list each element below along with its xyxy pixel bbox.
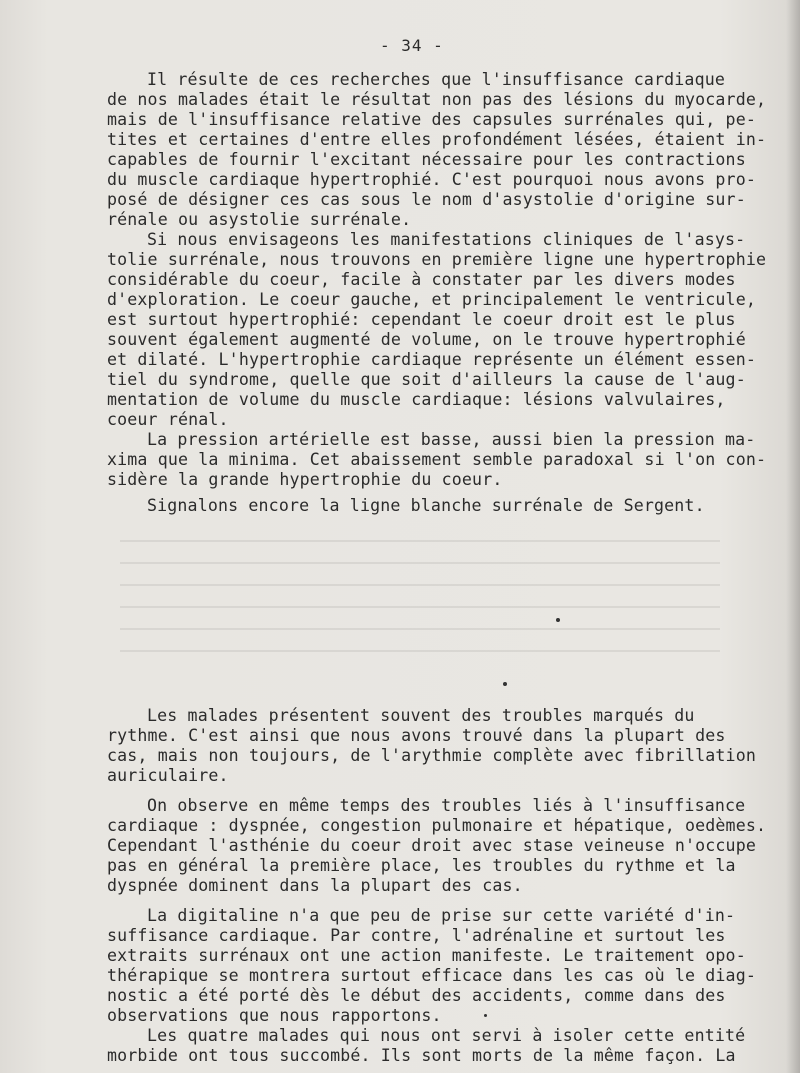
page-edge-shadow bbox=[786, 0, 800, 1073]
text-line: tiel du syndrome, quelle que soit d'ailleurs la cause de l'aug- bbox=[107, 370, 746, 389]
text-line: thérapique se montrera surtout efficace dans les cas où le diag- bbox=[107, 966, 756, 985]
text-line: mentation de volume du muscle cardiaque: lésions valvulaires, bbox=[107, 390, 726, 409]
text-line: On observe en même temps des troubles liés à l'insuffisance bbox=[147, 796, 746, 815]
text-line: sidère la grande hypertrophie du coeur. bbox=[107, 470, 503, 489]
text-line: auriculaire. bbox=[107, 766, 229, 785]
text-line: tolie surrénale, nous trouvons en première ligne une hypertrophie bbox=[107, 250, 767, 269]
text-line: Il résulte de ces recherches que l'insuffisance cardiaque bbox=[147, 70, 725, 89]
text-line: Cependant l'asthénie du coeur droit avec stase veineuse n'occupe bbox=[107, 836, 756, 855]
ink-speck bbox=[484, 1014, 487, 1017]
page-number: - 34 - bbox=[380, 36, 444, 55]
text-line: capables de fournir l'excitant nécessaire pour les contractions bbox=[107, 150, 746, 169]
text-line: rythme. C'est ainsi que nous avons trouvé dans la plupart des bbox=[107, 726, 726, 745]
text-line: extraits surrénaux ont une action manifeste. Le traitement opo- bbox=[107, 946, 746, 965]
ink-speck bbox=[503, 682, 507, 686]
text-line: cardiaque : dyspnée, congestion pulmonaire et hépatique, oedèmes. bbox=[107, 816, 767, 835]
text-line: Si nous envisageons les manifestations cliniques de l'asys- bbox=[147, 230, 746, 249]
text-line: Les malades présentent souvent des troubles marqués du bbox=[147, 706, 695, 725]
text-line: dyspnée dominent dans la plupart des cas. bbox=[107, 876, 523, 895]
text-line: rénale ou asystolie surrénale. bbox=[107, 210, 412, 229]
text-line: cas, mais non toujours, de l'arythmie complète avec fibrillation bbox=[107, 746, 756, 765]
text-line: xima que la minima. Cet abaissement semble paradoxal si l'on con- bbox=[107, 450, 767, 469]
text-line: considérable du coeur, facile à constater par les divers modes bbox=[107, 270, 736, 289]
text-line: morbide ont tous succombé. Ils sont morts de la même façon. La bbox=[107, 1046, 736, 1065]
text-line: observations que nous rapportons. bbox=[107, 1006, 442, 1025]
text-line: du muscle cardiaque hypertrophié. C'est pourquoi nous avons pro- bbox=[107, 170, 756, 189]
text-line: La pression artérielle est basse, aussi bien la pression ma- bbox=[147, 430, 756, 449]
text-line: posé de désigner ces cas sous le nom d'asystolie d'origine sur- bbox=[107, 190, 746, 209]
text-line: Signalons encore la ligne blanche surrénale de Sergent. bbox=[147, 496, 705, 515]
text-line: tites et certaines d'entre elles profondément lésées, étaient in- bbox=[107, 130, 767, 149]
text-line: et dilaté. L'hypertrophie cardiaque représente un élément essen- bbox=[107, 350, 756, 369]
text-line: d'exploration. Le coeur gauche, et principalement le ventricule, bbox=[107, 290, 756, 309]
ink-speck bbox=[556, 618, 560, 622]
text-line: pas en général la première place, les troubles du rythme et la bbox=[107, 856, 736, 875]
text-line: nostic a été porté dès le début des accidents, comme dans des bbox=[107, 986, 726, 1005]
text-line: souvent également augmenté de volume, on le trouve hypertrophié bbox=[107, 330, 746, 349]
text-line: La digitaline n'a que peu de prise sur cette variété d'in- bbox=[147, 906, 736, 925]
text-line: de nos malades était le résultat non pas des lésions du myocarde, bbox=[107, 90, 767, 109]
text-line: est surtout hypertrophié: cependant le coeur droit est le plus bbox=[107, 310, 736, 329]
text-line: coeur rénal. bbox=[107, 410, 229, 429]
text-line: suffisance cardiaque. Par contre, l'adrénaline et surtout les bbox=[107, 926, 726, 945]
text-line: mais de l'insuffisance relative des capsules surrénales qui, pe- bbox=[107, 110, 756, 129]
bleed-through-text bbox=[120, 540, 720, 660]
text-line: Les quatre malades qui nous ont servi à isoler cette entité bbox=[147, 1026, 746, 1045]
